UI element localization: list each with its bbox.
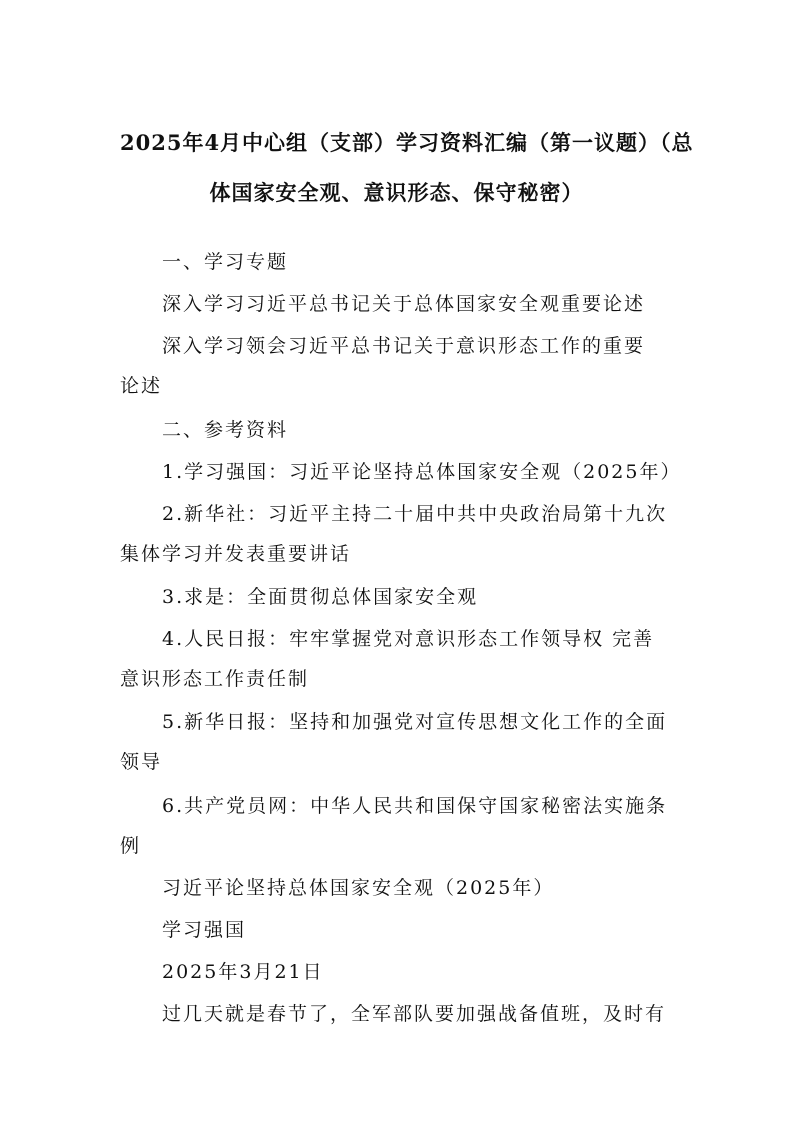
reference-item-5-line2: 领导 — [120, 751, 163, 773]
reference-item-1: 1.学习强国：习近平论坚持总体国家安全观（2025年） — [162, 461, 682, 483]
topic-item-1: 深入学习习近平总书记关于总体国家安全观重要论述 — [162, 293, 646, 315]
topic-item-2-line2: 论述 — [120, 375, 163, 397]
document-title-line2: 体国家安全观、意识形态、保守秘密） — [209, 180, 584, 205]
reference-item-6-line2: 例 — [120, 835, 142, 857]
article-title: 习近平论坚持总体国家安全观（2025年） — [162, 877, 555, 899]
reference-item-2-line1: 2.新华社：习近平主持二十届中共中央政治局第十九次 — [162, 503, 668, 525]
reference-item-2-line2: 集体学习并发表重要讲话 — [120, 543, 352, 565]
article-body-line1: 过几天就是春节了，全军部队要加强战备值班，及时有 — [162, 1003, 667, 1025]
reference-item-3: 3.求是：全面贯彻总体国家安全观 — [162, 586, 479, 608]
document-title-line1: 2025年4月中心组（支部）学习资料汇编（第一议题）（总 — [120, 130, 694, 155]
article-date: 2025年3月21日 — [162, 961, 324, 983]
reference-item-5-line1: 5.新华日报：坚持和加强党对宣传思想文化工作的全面 — [162, 711, 668, 733]
reference-item-4-line1: 4.人民日报：牢牢掌握党对意识形态工作领导权 完善 — [162, 628, 655, 650]
topic-item-2-line1: 深入学习领会习近平总书记关于意识形态工作的重要 — [162, 335, 646, 357]
reference-item-6-line1: 6.共产党员网：中华人民共和国保守国家秘密法实施条 — [162, 795, 668, 817]
reference-item-4-line2: 意识形态工作责任制 — [120, 668, 310, 690]
article-source: 学习强国 — [162, 919, 247, 941]
section-heading-topics: 一、学习专题 — [162, 251, 289, 273]
section-heading-references: 二、参考资料 — [162, 419, 289, 441]
